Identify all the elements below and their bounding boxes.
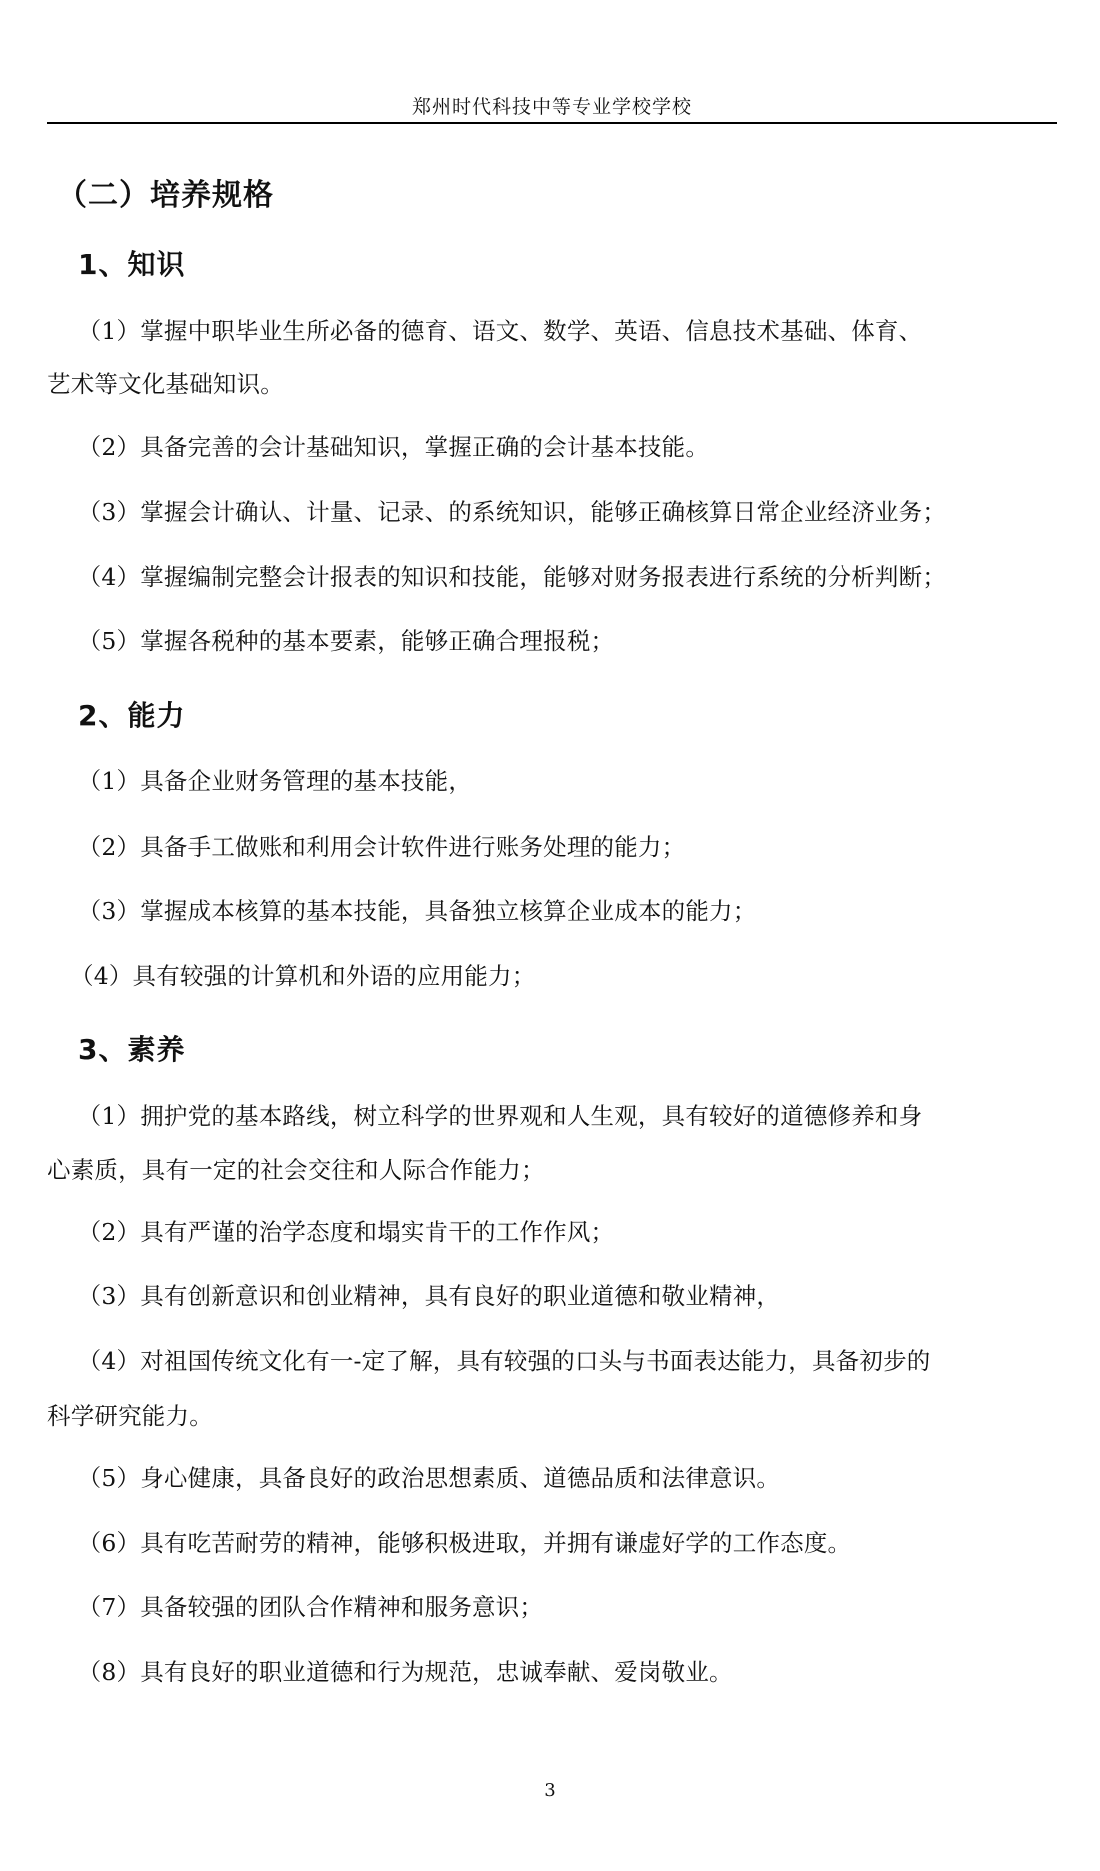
knowledge-heading: 1、知识 bbox=[78, 248, 186, 281]
knowledge-item-2: （2）具备完善的会计基础知识，掌握正确的会计基本技能。 bbox=[47, 433, 710, 461]
section-title: （二）培养规格 bbox=[57, 178, 274, 213]
quality-item-5: （5）身心健康，具备良好的政治思想素质、道德品质和法律意识。 bbox=[47, 1464, 781, 1492]
ability-item-1: （1）具备企业财务管理的基本技能， bbox=[47, 767, 473, 795]
quality-item-1-line-2: 心素质，具有一定的社会交往和人际合作能力； bbox=[47, 1156, 545, 1184]
knowledge-item-1-line-1: （1）掌握中职毕业生所必备的德育、语文、数学、英语、信息技术基础、体育、 bbox=[47, 317, 923, 345]
knowledge-item-5: （5）掌握各税种的基本要素，能够正确合理报税； bbox=[47, 627, 615, 655]
quality-item-7: （7）具备较强的团队合作精神和服务意识； bbox=[47, 1593, 544, 1621]
knowledge-item-3: （3）掌握会计确认、计量、记录、的系统知识，能够正确核算日常企业经济业务； bbox=[47, 498, 947, 526]
ability-item-2: （2）具备手工做账和利用会计软件进行账务处理的能力； bbox=[47, 833, 686, 861]
quality-item-8: （8）具有良好的职业道德和行为规范，忠诚奉献、爱岗敬业。 bbox=[47, 1658, 733, 1686]
page-number: 3 bbox=[544, 1780, 556, 1801]
header-title: 郑州时代科技中等专业学校学校 bbox=[411, 96, 692, 118]
ability-item-3: （3）掌握成本核算的基本技能，具备独立核算企业成本的能力； bbox=[47, 897, 757, 925]
quality-item-4-line-2: 科学研究能力。 bbox=[47, 1402, 213, 1430]
ability-item-4: （4）具有较强的计算机和外语的应用能力； bbox=[47, 962, 536, 990]
quality-item-1-line-1: （1）拥护党的基本路线，树立科学的世界观和人生观，具有较好的道德修养和身 bbox=[47, 1102, 923, 1130]
quality-item-4-line-1: （4）对祖国传统文化有一-定了解，具有较强的口头与书面表达能力，具备初步的 bbox=[47, 1347, 931, 1375]
knowledge-item-1-line-2: 艺术等文化基础知识。 bbox=[47, 370, 284, 398]
knowledge-item-4: （4）掌握编制完整会计报表的知识和技能，能够对财务报表进行系统的分析判断； bbox=[47, 563, 947, 591]
quality-item-6: （6）具有吃苦耐劳的精神，能够积极进取，并拥有谦虚好学的工作态度。 bbox=[47, 1529, 852, 1557]
quality-item-2: （2）具有严谨的治学态度和塌实肯干的工作作风； bbox=[47, 1218, 615, 1246]
quality-item-3: （3）具有创新意识和创业精神，具有良好的职业道德和敬业精神， bbox=[47, 1282, 781, 1310]
ability-heading: 2、能力 bbox=[78, 699, 186, 732]
quality-heading: 3、素养 bbox=[78, 1033, 186, 1066]
header-rule bbox=[47, 122, 1057, 124]
